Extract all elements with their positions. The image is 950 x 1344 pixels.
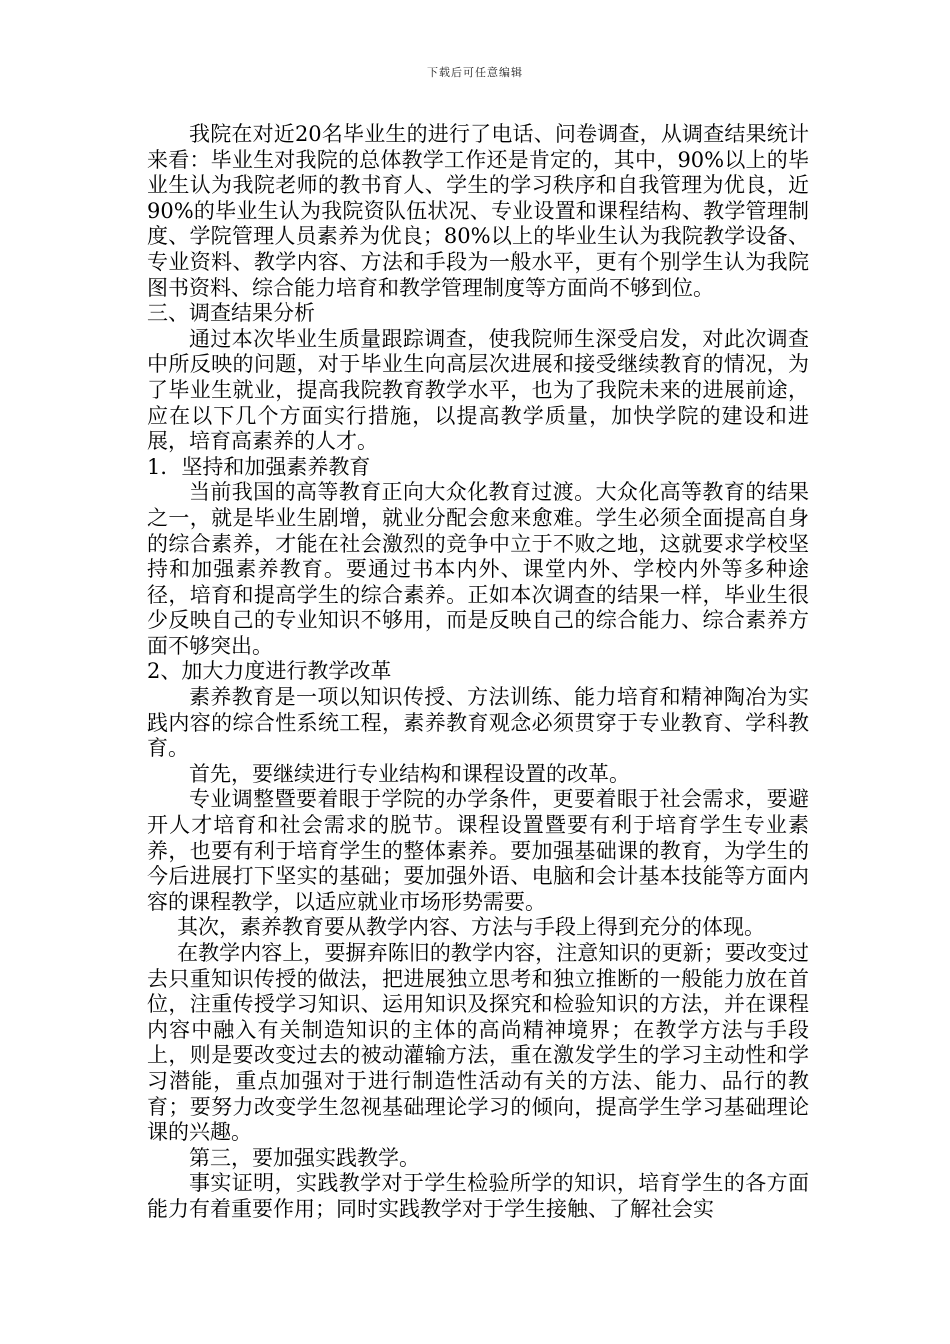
paragraph-third-point: 第三，要加强实践教学。: [189, 1145, 420, 1170]
paragraph-quality-education: 当前我国的高等教育正向大众化教育过渡。大众化高等教育的结果之一，就是毕业生剧增，就业分配会愈来愈难。学生必须全面提高自身的综合素养，才能在社会激烈的竞争中立于不败之地，这就要求学校坚持和加强素养教育。要通过书本内外、课堂内外、学校内外等多种途径，培育和提高学生的综合素养。正如本次调查的结果一样，毕业生很少反映自己的专业知识不够用，而是反映自己的综合能力、综合素养方面不够突出。: [147, 480, 809, 658]
paragraph-analysis-intro: 通过本次毕业生质量跟踪调查，使我院师生深受启发，对此次调查中所反映的问题，对于毕业生向高层次进展和接受继续教育的情况，为了毕业生就业，提高我院教育教学水平，也为了我院未来的进展前途，应在以下几个方面实行措施，以提高教学质量，加快学院的建设和进展，培育高素养的人才。: [147, 326, 809, 454]
paragraph-second-point: 其次，素养教育要从教学内容、方法与手段上得到充分的体现。: [177, 915, 765, 940]
paragraph-curriculum: 专业调整暨要着眼于学院的办学条件，更要着眼于社会需求，要避开人才培育和社会需求的脱节。课程设置暨要有利于培育学生专业素养，也要有利于培育学生的整体素养。要加强基础课的教育，为学生的今后进展打下坚实的基础；要加强外语、电脑和会计基本技能等方面内容的课程教学，以适应就业市场形势需要。: [147, 787, 809, 914]
paragraph-survey-results: 我院在对近20名毕业生的进行了电话、问卷调查，从调查结果统计来看：毕业生对我院的总体教学工作还是肯定的，其中，90%以上的毕业生认为我院老师的教书育人、学生的学习秩序和自我管理为优良，近90%的毕业生认为我院资队伍状况、专业设置和课程结构、教学管理制度、学院管理人员素养为优良；80%以上的毕业生认为我院教学设备、专业资料、教学内容、方法和手段为一般水平，更有个别学生认为我院图书资料、综合能力培育和教学管理制度等方面尚不够到位。: [147, 122, 809, 300]
subheading-quality-education: 1．坚持和加强素养教育: [147, 454, 371, 479]
paragraph-practice-teaching: 事实证明，实践教学对于学生检验所学的知识，培育学生的各方面能力有着重要作用；同时实践教学对于学生接触、了解社会实: [147, 1171, 809, 1221]
paragraph-teaching-content: 在教学内容上，要摒弃陈旧的教学内容，注意知识的更新；要改变过去只重知识传授的做法，把进展独立思考和独立推断的一般能力放在首位，注重传授学习知识、运用知识及探究和检验知识的方法，并在课程内容中融入有关制造知识的主体的高尚精神境界；在教学方法与手段上，则是要改变过去的被动灌输方法，重在激发学生的学习主动性和学习潜能，重点加强对于进行制造性活动有关的方法、能力、品行的教育；要努力改变学生忽视基础理论学习的倾向，提高学生学习基础理论课的兴趣。: [147, 941, 809, 1145]
section-heading-analysis: 三、调查结果分析: [147, 301, 315, 326]
subheading-teaching-reform: 2、加大力度进行教学改革: [147, 659, 392, 684]
document-body: [147, 122, 809, 1223]
paragraph-first-point: 首先，要继续进行专业结构和课程设置的改革。: [189, 761, 630, 786]
page-header-note: 下载后可任意编辑: [427, 66, 523, 79]
paragraph-teaching-reform: 素养教育是一项以知识传授、方法训练、能力培育和精神陶冶为实践内容的综合性系统工程，素养教育观念必须贯穿于专业教育、学科教育。: [147, 685, 809, 761]
